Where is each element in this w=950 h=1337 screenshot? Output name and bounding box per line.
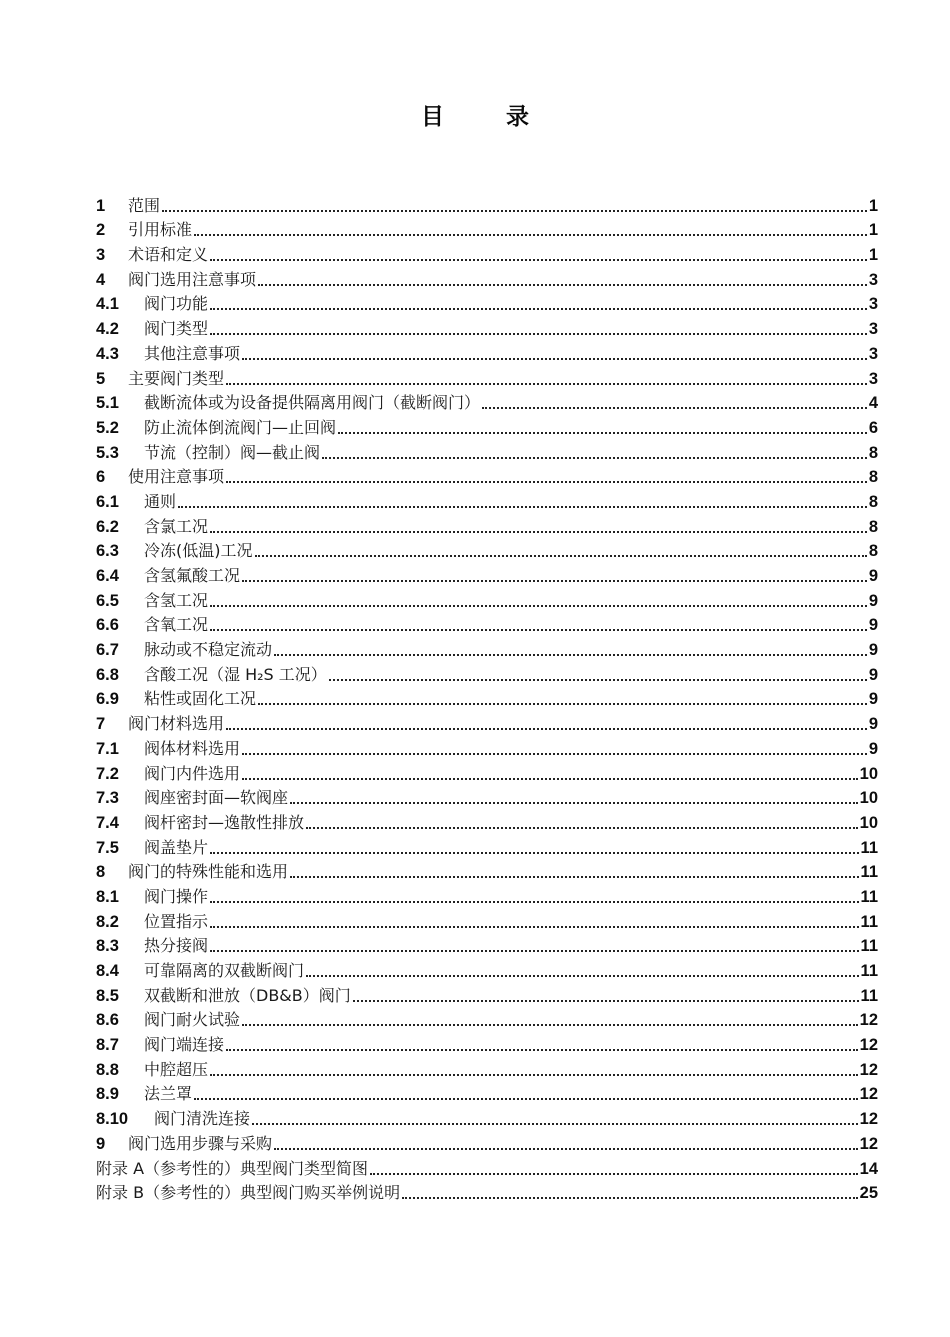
toc-entry-page-number: 8	[868, 443, 878, 462]
toc-entry-page-number: 1	[868, 221, 878, 240]
dot-leader	[242, 354, 867, 360]
toc-entry[interactable]	[96, 1104, 878, 1129]
toc-entry[interactable]	[96, 1080, 878, 1105]
toc-entry[interactable]	[96, 561, 878, 586]
toc-entry-page-number: 9	[868, 739, 878, 758]
toc-entry-number: 4	[96, 270, 106, 289]
toc-entry-page-number: 12	[859, 1110, 878, 1129]
toc-entry-number: 7	[96, 715, 106, 734]
toc-entry-title: 含氢工况	[144, 590, 209, 610]
toc-entry[interactable]	[96, 438, 878, 463]
dot-leader	[210, 946, 859, 952]
toc-entry-page-number: 11	[860, 962, 878, 980]
toc-entry-page-number: 11	[860, 937, 878, 956]
toc-entry-number: 8.6	[96, 1011, 119, 1030]
toc-entry[interactable]	[96, 413, 878, 438]
dot-leader	[242, 774, 858, 780]
toc-entry-number: 7.2	[96, 764, 119, 783]
dot-leader	[252, 1119, 858, 1125]
toc-entry-title: 阀体材料选用	[144, 738, 241, 758]
toc-entry-title: 粘性或固化工况	[144, 689, 257, 709]
toc-entry-title: 阀门内件选用	[144, 763, 241, 783]
toc-entry-title: 阀门类型	[144, 319, 209, 339]
dot-leader	[258, 280, 867, 286]
dot-leader	[306, 971, 859, 977]
toc-entry[interactable]	[96, 537, 878, 562]
dot-leader	[338, 428, 867, 434]
toc-entry-number: 4.1	[96, 295, 119, 314]
toc-entry-number: 4.3	[96, 344, 119, 363]
toc-entry[interactable]	[96, 586, 878, 611]
toc-entry[interactable]	[96, 784, 878, 809]
toc-entry-number: 8.7	[96, 1036, 119, 1055]
toc-entry-title: 通则	[144, 491, 177, 511]
toc-entry-page-number: 11	[860, 912, 878, 931]
dot-leader	[274, 1144, 858, 1150]
toc-entry-page-number: 10	[859, 813, 878, 832]
toc-entry-page-number: 3	[868, 320, 878, 339]
toc-entry[interactable]	[96, 734, 878, 759]
toc-entry-page-number: 1	[868, 246, 878, 265]
toc-entry-title: 阀门功能	[144, 294, 209, 314]
toc-entry[interactable]	[96, 833, 878, 858]
dot-leader	[210, 625, 867, 631]
toc-entry-number: 5.2	[96, 418, 119, 437]
toc-entry-page-number: 9	[868, 665, 878, 684]
toc-entry-title: 法兰罩	[144, 1084, 193, 1104]
toc-entry[interactable]	[96, 364, 878, 389]
toc-entry[interactable]	[96, 611, 878, 636]
toc-entry[interactable]	[96, 635, 878, 660]
toc-entry-page-number: 3	[868, 270, 878, 289]
toc-entry[interactable]	[96, 463, 878, 488]
toc-entry-number: 6.5	[96, 591, 119, 610]
toc-entry-page-number: 25	[859, 1184, 878, 1203]
toc-entry[interactable]	[96, 932, 878, 957]
toc-entry-page-number: 12	[859, 1036, 878, 1055]
toc-entry[interactable]	[96, 1006, 878, 1031]
toc-entry[interactable]	[96, 1129, 878, 1154]
toc-entry-number: 8.9	[96, 1085, 119, 1104]
dot-leader	[255, 551, 867, 557]
toc-entry-title: 阀盖垫片	[144, 837, 209, 857]
toc-entry[interactable]	[96, 981, 878, 1006]
toc-entry[interactable]	[96, 1179, 878, 1204]
toc-entry-page-number: 11	[860, 838, 878, 857]
toc-entry[interactable]	[96, 487, 878, 512]
toc-entry-title: 范围	[128, 195, 161, 215]
page-title-char-2: 录	[506, 104, 529, 130]
toc-entry-title: 截断流体或为设备提供隔离用阀门（截断阀门）	[144, 393, 481, 413]
dot-leader	[194, 230, 867, 236]
toc-entry-page-number: 12	[859, 1085, 878, 1104]
toc-entry[interactable]	[96, 240, 878, 265]
dot-leader	[329, 675, 867, 681]
toc-entry[interactable]	[96, 216, 878, 241]
toc-entry-number: 8.1	[96, 887, 119, 906]
toc-entry[interactable]	[96, 956, 878, 981]
toc-entry-page-number: 8	[868, 492, 878, 511]
toc-entry-title: 附录 B（参考性的）典型阀门购买举例说明	[96, 1183, 401, 1203]
toc-entry-number: 6.7	[96, 641, 119, 660]
toc-entry-number: 7.4	[96, 813, 119, 832]
toc-entry-page-number: 6	[868, 418, 878, 437]
toc-entry-number: 5.3	[96, 443, 119, 462]
toc-entry-number: 8.10	[96, 1110, 129, 1129]
toc-entry-title: 节流（控制）阀—截止阀	[144, 442, 321, 462]
toc-entry-page-number: 8	[868, 517, 878, 536]
toc-entry-page-number: 9	[868, 690, 878, 709]
toc-entry-title: 中腔超压	[144, 1059, 209, 1079]
toc-entry-title: 脉动或不稳定流动	[144, 640, 273, 660]
dot-leader	[274, 650, 867, 656]
dot-leader	[210, 255, 867, 261]
toc-entry-page-number: 4	[868, 394, 878, 413]
toc-entry[interactable]	[96, 389, 878, 414]
dot-leader	[226, 724, 867, 730]
toc-entry-title: 含酸工况（湿 H₂S 工况）	[144, 664, 327, 684]
toc-entry-number: 8	[96, 863, 106, 882]
toc-entry-page-number: 1	[868, 196, 878, 215]
toc-entry-title: 阀门清洗连接	[154, 1109, 251, 1129]
toc-entry[interactable]	[96, 660, 878, 685]
dot-leader	[178, 502, 867, 508]
toc-entry[interactable]	[96, 858, 878, 883]
toc-entry-title: 其他注意事项	[144, 343, 241, 363]
toc-entry-number: 8.2	[96, 912, 119, 931]
toc-entry[interactable]	[96, 191, 878, 216]
toc-entry-title: 阀门端连接	[144, 1035, 225, 1055]
toc-entry-title: 位置指示	[144, 911, 209, 931]
dot-leader	[226, 379, 867, 385]
toc-entry-title: 引用标准	[128, 220, 193, 240]
toc-entry-number: 6.1	[96, 492, 119, 511]
toc-entry-number: 1	[96, 196, 106, 215]
toc-entry-title: 含氢氟酸工况	[144, 566, 241, 585]
toc-entry-page-number: 11	[860, 887, 878, 906]
toc-entry-page-number: 9	[868, 567, 878, 585]
toc-entry-title: 冷冻(低温)工况	[144, 541, 253, 561]
dot-leader	[210, 329, 867, 335]
toc-entry-number: 8.8	[96, 1060, 119, 1079]
toc-entry-page-number: 12	[859, 1011, 878, 1030]
dot-leader	[290, 798, 858, 804]
dot-leader	[242, 576, 867, 582]
toc-entry-number: 8.3	[96, 937, 119, 956]
toc-entry-title: 阀杆密封—逸散性排放	[144, 812, 305, 832]
toc-entry[interactable]	[96, 1154, 878, 1179]
dot-leader	[306, 823, 858, 829]
toc-entry-title: 阀门材料选用	[128, 714, 225, 734]
toc-entry-title: 阀门的特殊性能和选用	[128, 862, 289, 882]
toc-entry[interactable]	[96, 759, 878, 784]
toc-entry-number: 7.1	[96, 739, 119, 758]
toc-entry-number: 7.5	[96, 838, 119, 857]
toc-entry[interactable]	[96, 314, 878, 339]
toc-entry[interactable]	[96, 512, 878, 537]
toc-entry[interactable]	[96, 709, 878, 734]
toc-entry-page-number: 3	[868, 369, 878, 388]
toc-entry[interactable]	[96, 290, 878, 315]
toc-entry-number: 9	[96, 1134, 106, 1153]
toc-entry-page-number: 10	[859, 764, 878, 783]
toc-entry[interactable]	[96, 907, 878, 932]
toc-entry-title: 阀门操作	[144, 886, 209, 906]
toc-entry-page-number: 8	[868, 542, 878, 561]
table-of-contents	[96, 191, 878, 1203]
toc-entry-number: 7.3	[96, 789, 119, 808]
toc-entry-page-number: 12	[859, 1060, 878, 1079]
toc-entry[interactable]	[96, 339, 878, 364]
dot-leader	[242, 1020, 858, 1026]
dot-leader	[370, 1169, 858, 1175]
toc-entry-number: 5	[96, 369, 106, 388]
toc-entry-page-number: 3	[868, 295, 878, 314]
toc-entry-number: 5.1	[96, 394, 119, 413]
dot-leader	[210, 601, 867, 607]
toc-entry-title: 阀门选用步骤与采购	[128, 1133, 273, 1153]
toc-entry-page-number: 9	[868, 641, 878, 660]
toc-entry-title: 附录 A（参考性的）典型阀门类型简图	[96, 1158, 369, 1178]
dot-leader	[210, 848, 859, 854]
toc-entry-page-number: 9	[868, 715, 878, 734]
toc-entry-title: 主要阀门类型	[128, 368, 225, 388]
toc-entry-title: 可靠隔离的双截断阀门	[144, 961, 305, 980]
toc-entry[interactable]	[96, 882, 878, 907]
toc-entry-number: 6.3	[96, 542, 119, 561]
toc-entry-number: 8.4	[96, 962, 119, 980]
toc-entry-number: 6.2	[96, 517, 119, 536]
toc-entry-number: 3	[96, 246, 106, 265]
toc-entry-page-number: 3	[868, 344, 878, 363]
toc-entry-title: 术语和定义	[128, 245, 209, 265]
dot-leader	[322, 453, 867, 459]
toc-entry-number: 6.4	[96, 567, 119, 585]
toc-entry-number: 6.9	[96, 690, 119, 709]
toc-entry[interactable]	[96, 808, 878, 833]
dot-leader	[210, 1070, 858, 1076]
toc-entry-page-number: 12	[859, 1134, 878, 1153]
toc-entry-title: 阀门选用注意事项	[128, 269, 257, 289]
dot-leader	[162, 206, 867, 212]
toc-entry[interactable]	[96, 1030, 878, 1055]
toc-entry-page-number: 8	[868, 468, 878, 487]
toc-entry-title: 含氯工况	[144, 516, 209, 536]
dot-leader	[258, 699, 867, 705]
toc-entry[interactable]	[96, 265, 878, 290]
toc-entry-title: 使用注意事项	[128, 467, 225, 487]
dot-leader	[226, 477, 867, 483]
toc-entry-number: 4.2	[96, 320, 119, 339]
toc-entry-title: 阀座密封面—软阀座	[144, 788, 289, 808]
toc-entry-page-number: 11	[860, 863, 878, 882]
dot-leader	[226, 1045, 858, 1051]
toc-entry-number: 2	[96, 221, 106, 240]
toc-entry-number: 6.8	[96, 665, 119, 684]
toc-entry-title: 防止流体倒流阀门—止回阀	[144, 417, 337, 437]
toc-entry[interactable]	[96, 685, 878, 710]
dot-leader	[402, 1193, 858, 1199]
toc-entry-page-number: 10	[859, 789, 878, 808]
toc-entry-title: 热分接阀	[144, 936, 209, 956]
toc-entry-number: 6	[96, 468, 106, 487]
toc-entry-page-number: 9	[868, 616, 878, 635]
dot-leader	[194, 1094, 858, 1100]
dot-leader	[210, 527, 867, 533]
dot-leader	[210, 304, 867, 310]
toc-entry-number: 6.6	[96, 616, 119, 635]
dot-leader	[210, 897, 859, 903]
dot-leader	[482, 403, 867, 409]
toc-entry-title: 含氧工况	[144, 615, 209, 635]
toc-entry-page-number: 9	[868, 591, 878, 610]
dot-leader	[210, 922, 859, 928]
toc-entry[interactable]	[96, 1055, 878, 1080]
page-title	[0, 98, 950, 131]
toc-entry-title: 阀门耐火试验	[144, 1010, 241, 1030]
toc-entry-number: 8.5	[96, 986, 119, 1005]
dot-leader	[242, 749, 867, 755]
toc-entry-page-number: 14	[859, 1159, 878, 1178]
dot-leader	[353, 996, 859, 1002]
page-title-char-1: 目	[420, 104, 444, 130]
toc-entry-page-number: 11	[860, 986, 878, 1005]
toc-entry-title: 双截断和泄放（DB&B）阀门	[144, 985, 351, 1005]
dot-leader	[290, 872, 859, 878]
